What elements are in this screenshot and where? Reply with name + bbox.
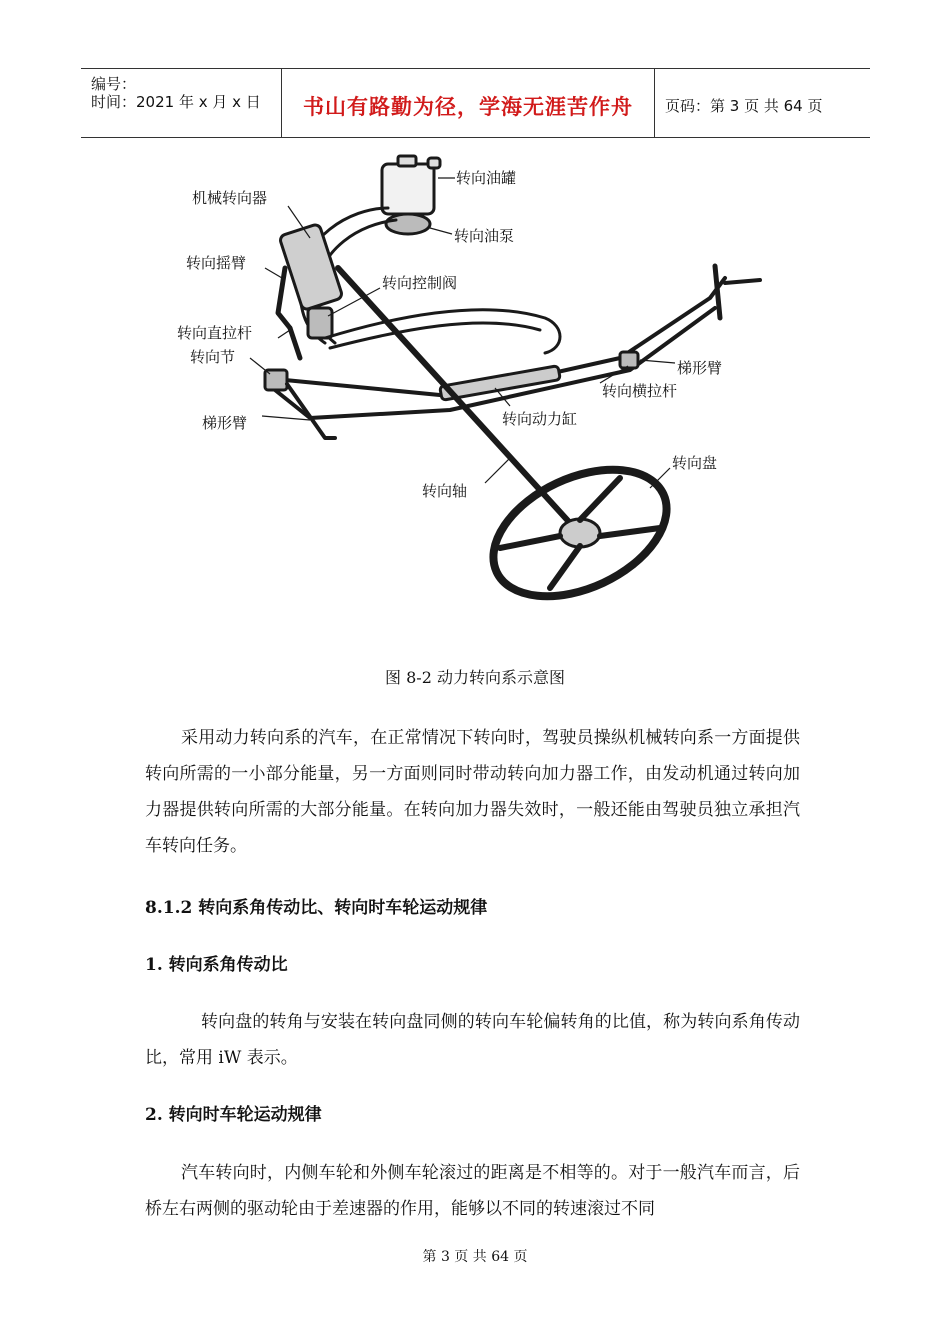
oil-tank-shape	[382, 164, 434, 214]
drag-link-shape	[290, 328, 300, 358]
steering-wheel-hub	[560, 519, 600, 547]
paragraph-wheel-motion: 汽车转向时，内侧车轮和外侧车轮滚过的距离是不相等的。对于一般汽车而言，后桥左右两侧的驱动轮由于差速器的作用，能够以不同的转速滚过不同	[145, 1163, 800, 1219]
left-trapezoid-arm-shape	[287, 384, 335, 438]
label-control-valve: 转向控制阀	[382, 274, 458, 292]
diagram-svg	[150, 148, 800, 638]
header-page-cell	[655, 69, 870, 137]
header-motto-cell	[282, 69, 655, 137]
tie-rod-joint	[620, 352, 638, 368]
label-pitman-arm: 转向摇臂	[186, 254, 247, 272]
header-meta-cell	[81, 69, 282, 137]
label-tie-rod: 转向横拉杆	[602, 382, 678, 400]
right-knuckle-shape	[715, 266, 720, 318]
label-trap-arm-right: 梯形臂	[677, 359, 723, 377]
hose-cylinder-1	[325, 310, 560, 353]
diagram-drawing	[265, 156, 760, 622]
label-drag-link: 转向直拉杆	[177, 324, 253, 342]
page-header	[81, 68, 870, 138]
section-heading-8-1-2: 8.1.2 转向系角传动比、转向时车轮运动规律	[145, 898, 488, 918]
paragraph-angular-ratio: 转向盘的转角与安装在转向盘同侧的转向车轮偏转角的比值，称为转向系角传动比，常用 iW 表示。	[145, 1012, 800, 1068]
leader-oil-pump	[430, 228, 452, 234]
label-trap-arm-left: 梯形臂	[202, 414, 248, 432]
header-motto: 书山有路勤为径，学海无涯苦作舟	[303, 95, 633, 119]
label-power-cylinder: 转向动力缸	[502, 410, 578, 428]
label-mech-gear: 机械转向器	[192, 189, 268, 207]
leader-knuckle	[250, 358, 270, 374]
label-oil-tank: 转向油罐	[456, 169, 517, 187]
subheading-angular-ratio: 1. 转向系角传动比	[145, 955, 288, 975]
right-stub-axle	[725, 280, 760, 283]
control-valve-shape	[308, 308, 332, 338]
leader-trap-arm-left	[262, 416, 310, 420]
document-date-label: 时间：2021 年 x 月 x 日	[91, 93, 261, 111]
power-cylinder-shape	[440, 366, 561, 401]
leader-steering-shaft	[485, 458, 510, 483]
figure-caption: 图 8-2 动力转向系示意图	[385, 668, 565, 687]
oil-tank-cap-2	[428, 158, 440, 168]
label-knuckle: 转向节	[190, 348, 236, 366]
label-steering-wheel: 转向盘	[672, 454, 718, 472]
steering-gear-shape	[279, 223, 343, 310]
leader-trap-arm-right	[640, 360, 675, 363]
label-steering-shaft: 转向轴	[422, 482, 468, 500]
oil-pump-shape	[386, 214, 430, 234]
leader-pitman-arm	[265, 268, 282, 278]
subheading-wheel-motion: 2. 转向时车轮运动规律	[145, 1105, 322, 1125]
oil-tank-cap	[398, 156, 416, 166]
label-oil-pump: 转向油泵	[454, 227, 515, 245]
paragraph-power-steering: 采用动力转向系的汽车，在正常情况下转向时，驾驶员操纵机械转向系一方面提供转向所需的一小部分能量，另一方面则同时带动转向加力器工作，由发动机通过转向加力器提供转向所需的大部分能量。在转向加力器失效时，一般还能由驾驶员独立承担汽车转向任务。	[145, 728, 800, 856]
header-page-code: 页码：第 3 页 共 64 页	[665, 97, 823, 115]
document-number-label: 编号：	[91, 75, 137, 93]
power-steering-diagram	[150, 148, 800, 638]
diagram-labels	[177, 169, 722, 500]
page-footer: 第 3 页 共 64 页	[422, 1249, 528, 1265]
leader-drag-link	[278, 330, 290, 338]
